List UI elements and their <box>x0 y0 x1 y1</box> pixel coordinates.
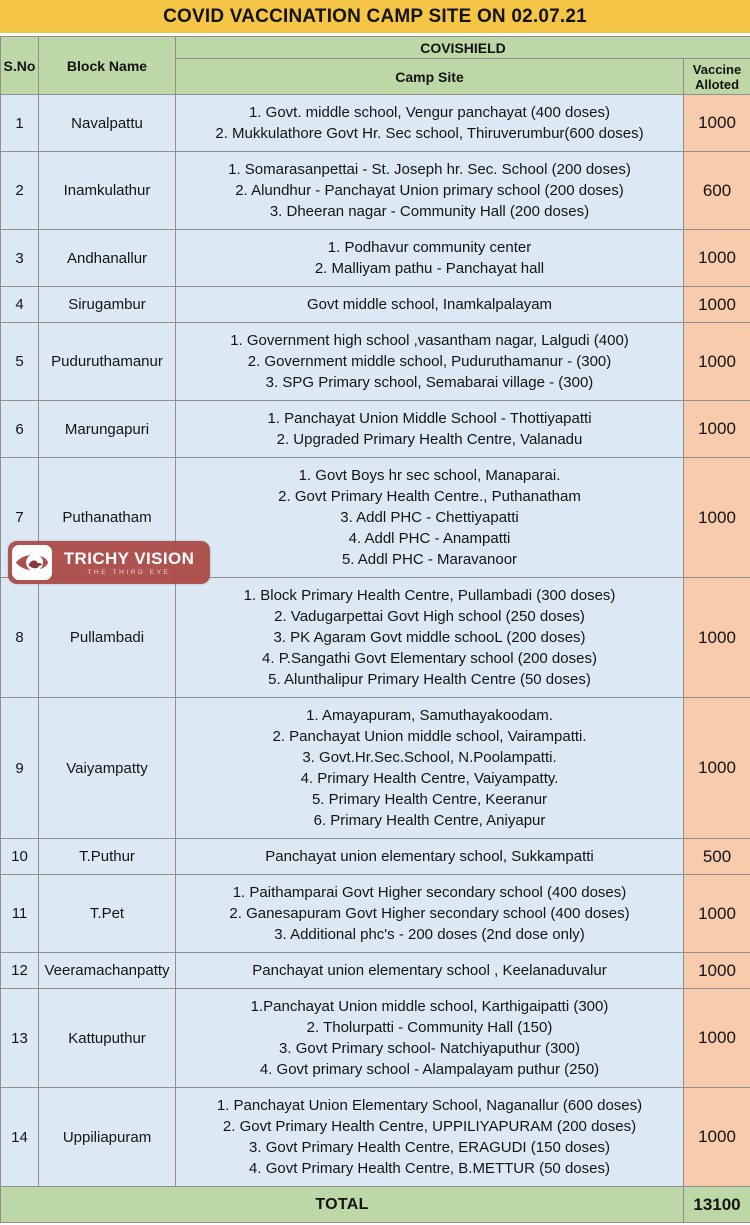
table-row <box>1 989 750 1088</box>
row-vaccine-alloted: 1000 <box>684 95 750 152</box>
row-block-name: Navalpattu <box>39 95 176 152</box>
row-block-name: T.Puthur <box>39 839 176 875</box>
row-camp-sites <box>176 401 684 458</box>
camp-site-line: Panchayat union elementary school , Keelanaduvalur <box>252 962 607 979</box>
camp-site-line: 1. Block Primary Health Centre, Pullambadi (300 doses) <box>243 587 616 604</box>
camp-site-line: 5. Alunthalipur Primary Health Centre (50 doses) <box>268 671 591 688</box>
camp-site-line: 2. Malliyam pathu - Panchayat hall <box>314 260 545 277</box>
camp-site-line: 2. Tholurpatti - Community Hall (150) <box>306 1019 553 1036</box>
camp-site-table <box>0 36 750 1223</box>
camp-site-line: 2. Panchayat Union middle school, Vairampatti. <box>272 728 587 745</box>
table-row <box>1 323 750 401</box>
row-camp-sites <box>176 1088 684 1187</box>
camp-site-line: 2. Govt Primary Health Centre., Puthanatham <box>278 488 581 505</box>
row-sno: 7 <box>1 458 39 578</box>
camp-site-line: 1. Govt Boys hr sec school, Manaparai. <box>298 467 561 484</box>
row-block-name: Pullambadi <box>39 578 176 698</box>
row-sno: 4 <box>1 287 39 323</box>
row-block-name: Puduruthamanur <box>39 323 176 401</box>
row-sno: 8 <box>1 578 39 698</box>
camp-site-line: Panchayat union elementary school, Sukkampatti <box>265 848 594 865</box>
table-row <box>1 953 750 989</box>
camp-site-line: 2. Govt Primary Health Centre, UPPILIYAPURAM (200 doses) <box>222 1118 637 1135</box>
row-vaccine-alloted: 1000 <box>684 953 750 989</box>
row-block-name: Kattuputhur <box>39 989 176 1088</box>
camp-site-line: 4. Primary Health Centre, Vaiyampatty. <box>300 770 559 787</box>
row-block-name: Puthanatham <box>39 458 176 578</box>
header-row-covishield <box>1 37 750 59</box>
row-vaccine-alloted: 1000 <box>684 698 750 839</box>
camp-site-line: 3. SPG Primary school, Semabarai village - (300) <box>265 374 594 391</box>
camp-site-line: 1. Govt. middle school, Vengur panchayat (400 doses) <box>248 104 611 121</box>
row-block-name: Marungapuri <box>39 401 176 458</box>
table-row <box>1 578 750 698</box>
camp-site-line: 2. Vadugarpettai Govt High school (250 doses) <box>274 608 585 625</box>
col-header-camp-site: Camp Site <box>176 59 684 95</box>
camp-site-line: 3. PK Agaram Govt middle schooL (200 doses) <box>273 629 586 646</box>
camp-site-line: 5. Primary Health Centre, Keeranur <box>311 791 548 808</box>
camp-site-line: 1. Somarasanpettai - St. Joseph hr. Sec. School (200 doses) <box>228 161 631 178</box>
row-vaccine-alloted: 1000 <box>684 1088 750 1187</box>
table-row <box>1 230 750 287</box>
watermark-text <box>52 550 210 576</box>
camp-site-line: 1. Podhavur community center <box>327 239 532 256</box>
total-value: 13100 <box>684 1187 750 1223</box>
table-row <box>1 152 750 230</box>
row-sno: 11 <box>1 875 39 953</box>
camp-site-line: Govt middle school, Inamkalpalayam <box>306 296 553 313</box>
col-header-covishield: COVISHIELD <box>176 37 750 59</box>
row-camp-sites <box>176 458 684 578</box>
row-camp-sites <box>176 287 684 323</box>
camp-site-line: 5. Addl PHC - Maravanoor <box>341 551 518 568</box>
row-sno: 3 <box>1 230 39 287</box>
row-sno: 5 <box>1 323 39 401</box>
camp-site-line: 2. Ganesapuram Govt Higher secondary school (400 doses) <box>229 905 630 922</box>
col-header-block-name: Block Name <box>39 37 176 95</box>
camp-site-line: 4. Govt primary school - Alampalayam puthur (250) <box>259 1061 600 1078</box>
row-camp-sites <box>176 989 684 1088</box>
camp-site-line: 3. Dheeran nagar - Community Hall (200 doses) <box>269 203 590 220</box>
row-camp-sites <box>176 152 684 230</box>
row-vaccine-alloted: 1000 <box>684 875 750 953</box>
row-vaccine-alloted: 1000 <box>684 287 750 323</box>
row-sno: 12 <box>1 953 39 989</box>
trichy-vision-eye-icon <box>15 548 49 577</box>
camp-site-line: 2. Mukkulathore Govt Hr. Sec school, Thiruverumbur(600 doses) <box>215 125 644 142</box>
row-camp-sites <box>176 953 684 989</box>
row-sno: 14 <box>1 1088 39 1187</box>
camp-site-line: 1. Panchayat Union Middle School - Thottiyapatti <box>267 410 592 427</box>
page-title: COVID VACCINATION CAMP SITE ON 02.07.21 <box>0 0 750 33</box>
row-vaccine-alloted: 1000 <box>684 989 750 1088</box>
row-block-name: Veeramachanpatty <box>39 953 176 989</box>
camp-site-line: 3. Additional phc's - 200 doses (2nd dose only) <box>274 926 585 943</box>
camp-site-line: 4. P.Sangathi Govt Elementary school (200 doses) <box>262 650 597 667</box>
row-block-name: Inamkulathur <box>39 152 176 230</box>
watermark-tagline: THE THIRD EYE <box>87 568 171 576</box>
row-sno: 13 <box>1 989 39 1088</box>
trichy-vision-watermark <box>8 541 210 584</box>
camp-site-line: 1. Paithamparai Govt Higher secondary school (400 doses) <box>232 884 627 901</box>
camp-site-line: 3. Addl PHC - Chettiyapatti <box>340 509 519 526</box>
total-row <box>1 1187 750 1223</box>
table-row <box>1 287 750 323</box>
row-block-name: T.Pet <box>39 875 176 953</box>
row-vaccine-alloted: 500 <box>684 839 750 875</box>
row-camp-sites <box>176 839 684 875</box>
table-row <box>1 1088 750 1187</box>
row-vaccine-alloted: 1000 <box>684 401 750 458</box>
row-vaccine-alloted: 1000 <box>684 323 750 401</box>
row-block-name: Uppiliapuram <box>39 1088 176 1187</box>
camp-site-line: 1. Government high school ,vasantham nagar, Lalgudi (400) <box>230 332 629 349</box>
row-block-name: Sirugambur <box>39 287 176 323</box>
row-vaccine-alloted: 1000 <box>684 458 750 578</box>
row-sno: 10 <box>1 839 39 875</box>
camp-site-line: 1. Amayapuram, Samuthayakoodam. <box>306 707 553 724</box>
row-sno: 2 <box>1 152 39 230</box>
row-camp-sites <box>176 698 684 839</box>
row-sno: 9 <box>1 698 39 839</box>
camp-site-line: 4. Govt Primary Health Centre, B.METTUR (50 doses) <box>249 1160 610 1177</box>
camp-site-line: 3. Govt Primary Health Centre, ERAGUDI (150 doses) <box>249 1139 610 1156</box>
table-row <box>1 839 750 875</box>
row-vaccine-alloted: 1000 <box>684 230 750 287</box>
camp-site-line: 3. Govt Primary school- Natchiyaputhur (300) <box>279 1040 580 1057</box>
row-sno: 6 <box>1 401 39 458</box>
camp-site-line: 2. Upgraded Primary Health Centre, Valanadu <box>276 431 583 448</box>
row-camp-sites <box>176 875 684 953</box>
row-sno: 1 <box>1 95 39 152</box>
row-vaccine-alloted: 600 <box>684 152 750 230</box>
table-row <box>1 698 750 839</box>
trichy-vision-logo-badge <box>12 545 52 580</box>
row-camp-sites <box>176 578 684 698</box>
row-block-name: Andhanallur <box>39 230 176 287</box>
table-row <box>1 401 750 458</box>
camp-site-line: 4. Addl PHC - Anampatti <box>348 530 511 547</box>
camp-site-line: 1.Panchayat Union middle school, Karthigaipatti (300) <box>250 998 609 1015</box>
watermark-name: TRICHY VISION <box>63 548 195 568</box>
table-row <box>1 875 750 953</box>
row-camp-sites <box>176 230 684 287</box>
camp-site-line: 1. Panchayat Union Elementary School, Naganallur (600 doses) <box>216 1097 643 1114</box>
row-vaccine-alloted: 1000 <box>684 578 750 698</box>
camp-site-line: 3. Govt.Hr.Sec.School, N.Poolampatti. <box>302 749 557 766</box>
table-row <box>1 95 750 152</box>
row-camp-sites <box>176 95 684 152</box>
row-block-name: Vaiyampatty <box>39 698 176 839</box>
col-header-sno: S.No <box>1 37 39 95</box>
col-header-vaccine-alloted: Vaccine Alloted <box>684 59 750 95</box>
row-camp-sites <box>176 323 684 401</box>
camp-site-line: 2. Alundhur - Panchayat Union primary school (200 doses) <box>235 182 624 199</box>
camp-site-line: 2. Government middle school, Puduruthamanur - (300) <box>247 353 612 370</box>
total-label: TOTAL <box>1 1187 684 1223</box>
camp-site-line: 6. Primary Health Centre, Aniyapur <box>313 812 546 829</box>
